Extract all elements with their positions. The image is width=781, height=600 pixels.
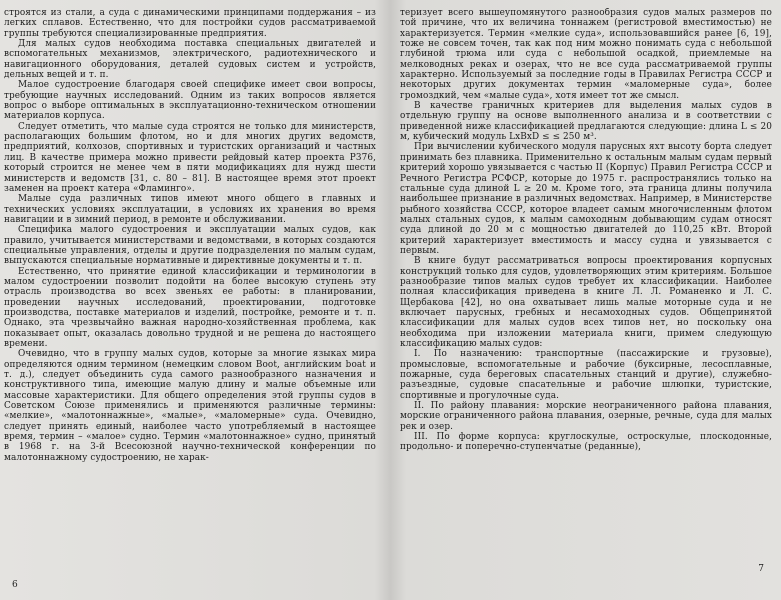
paragraph: Малые суда различных типов имеют много общего в главных и технических условиях эксплуатации, в условиях их хранения во время навигации и в зимний период, в ремонте и обслуживании. [4, 194, 376, 225]
left-page [4, 8, 376, 592]
paragraph: II. По району плавания: морские неограниченного района плавания, морские ограниченного района плавания, озерные, речные, суда для малых рек и озер. [400, 401, 772, 432]
paragraph: Следует отметить, что малые суда строятся не только для министерств, располагающих большим флотом, но и для многих других ведомств, предприятий, колхозов, спортивных и туристских организаций и частных лиц. В качестве примера можно привести рейдовый катер проекта Р376, который строится не менее чем в пяти модификациях для нужд шести министерств и ведомств [31, с. 80 – 81]. В настоящее время этот проект заменен на проект катера «Фламинго». [4, 121, 376, 194]
paragraph: Очевидно, что в группу малых судов, которые за многие языках мира определяются одним термином (немецким словом Boot, английским boat и т. д.), следует объединить суда самого разнообразного назначения и конструктивного типа, имеющие малую длину и малые объемные или массовые характеристики. Для общего определения этой группы судов в Советском Союзе применялись и применяются различные термины: «мелкие», «малотоннажные», «малые», «маломерные» суда. Очевидно, следует принять единый, наиболее часто употребляемый в настоящее время, термин – «малое» судно. Термин «малотоннажное» судно, принятый в 1968 г. на 3-й Всесоюзной научно-технической конференции по малотоннажному судостроению, не харак- [4, 349, 376, 463]
left-page-text [4, 8, 376, 463]
paragraph: III. По форме корпуса: круглоскулые, остроскулые, плоскодонные, продольно- и поперечно-ступенчатые (реданные), [400, 432, 772, 453]
page-number-left: 6 [12, 580, 18, 590]
right-page [400, 8, 772, 592]
paragraph: Специфика малого судостроения и эксплуатации малых судов, как правило, учитывается министерствами и ведомствами, в которых создаются специальные управления, отделы и другие подразделения по малым судам, выпускаются специальные нормативные и директивные документы и т. п. [4, 225, 376, 267]
page-number-right: 7 [758, 564, 764, 574]
paragraph: теризует всего вышеупомянутого разнообразия судов малых размеров по той причине, что их величина тоннажем (регистровой вместимостью) не характеризуется. Термин «мелкие суда», использовавшийся ранее [6, 19], тоже не совсем точен, так как под ним можно понимать суда с небольшой глубиной трюма или суда с небольшой осадкой, приемлемые на мелководных реках и озерах, что не все суда рассматриваемой группы характерно. Используемый за последние годы в Правилах Регистра СССР и некоторых других документах термин «маломерные суда», более громоздкий, чем «малые суда», хотя имеет тот же смысл. [400, 8, 772, 101]
paragraph: В качестве граничных критериев для выделения малых судов в отдельную группу на основе выполненного анализа и в соответствии с приведенной ниже классификацией предлагаются следующие: длина L ≤ 20 м, кубический модуль LxBxD ≤ ≤ 250 м³. [400, 101, 772, 143]
paragraph: В книге будут рассматриваться вопросы проектирования корпусных конструкций только для судов, удовлетворяющих этим критериям. Большое разнообразие типов малых судов требует их классификации. Наиболее полная классификация приведена в книге Л. Л. Романенко и Л. С. Щербакова [42], но она охватывает лишь малые моторные суда и не включает парусных, гребных и несамоходных судов. Общепринятой классификации для малых судов всех типов нет, но поскольку она необходима при изложении материала книги, примем следующую классификацию малых судов: [400, 256, 772, 349]
paragraph: строятся из стали, а суда с динамическими принципами поддержания – из легких сплавов. Естественно, что для постройки судов рассматриваемой группы требуются специализированные предприятия. [4, 8, 376, 39]
paragraph: Для малых судов необходима поставка специальных двигателей и вспомогательных механизмов, электрического, радиотехнического и навигационного оборудования, деталей судовых систем и устройств, дельных вещей и т. п. [4, 39, 376, 81]
right-page-text [400, 8, 772, 453]
paragraph: Малое судостроение благодаря своей специфике имеет свои вопросы, требующие научных исследований. Одним из таких вопросов является вопрос о выборе оптимальных в эксплуатационно-техническом отношении материалов корпуса. [4, 80, 376, 122]
paragraph: I. По назначению: транспортные (пассажирские и грузовые), промысловые, вспомогательные и рабочие (буксирные, лесосплавные, пожарные, суда береговых спасательных станций и другие), служебно-разъездные, судовые спасательные и рабочие шлюпки, туристские, спортивные и прогулочные суда. [400, 349, 772, 401]
paragraph: При вычислении кубического модуля парусных яхт высоту борта следует принимать без плавника. Применительно к остальным малым судам первый критерий хорошо увязывается с частью II (Корпус) Правил Регистра СССР и Речного Регистра РСФСР, которые до 1975 г. распространялись только на стальные суда длиной L ≥ 20 м. Кроме того, эта граница длины получила наибольшее признание в различных ведомствах. Например, в Министерстве рыбного хозяйства СССР, которое владеет самым многочисленным флотом малых стальных судов, к малым самоходным добывающим судам относят суда длиной до 20 м с мощностью двигателей до 110,25 кВт. Второй критерий характеризует вместимость и массу судна и увязывается с первым. [400, 142, 772, 256]
paragraph: Естественно, что принятие единой классификации и терминологии в малом судостроении позволит подойти на более высокую ступень эту отрасль производства во всех звеньях ее работы: в планировании, проведении научных исследований, проектировании, подготовке производства, поставке материалов и изделий, постройке, ремонте и т. п. Однако, эта чрезвычайно важная народно-хозяйственная проблема, как показывает опыт, оказалась довольно трудной и не решена до настоящего времени. [4, 266, 376, 349]
